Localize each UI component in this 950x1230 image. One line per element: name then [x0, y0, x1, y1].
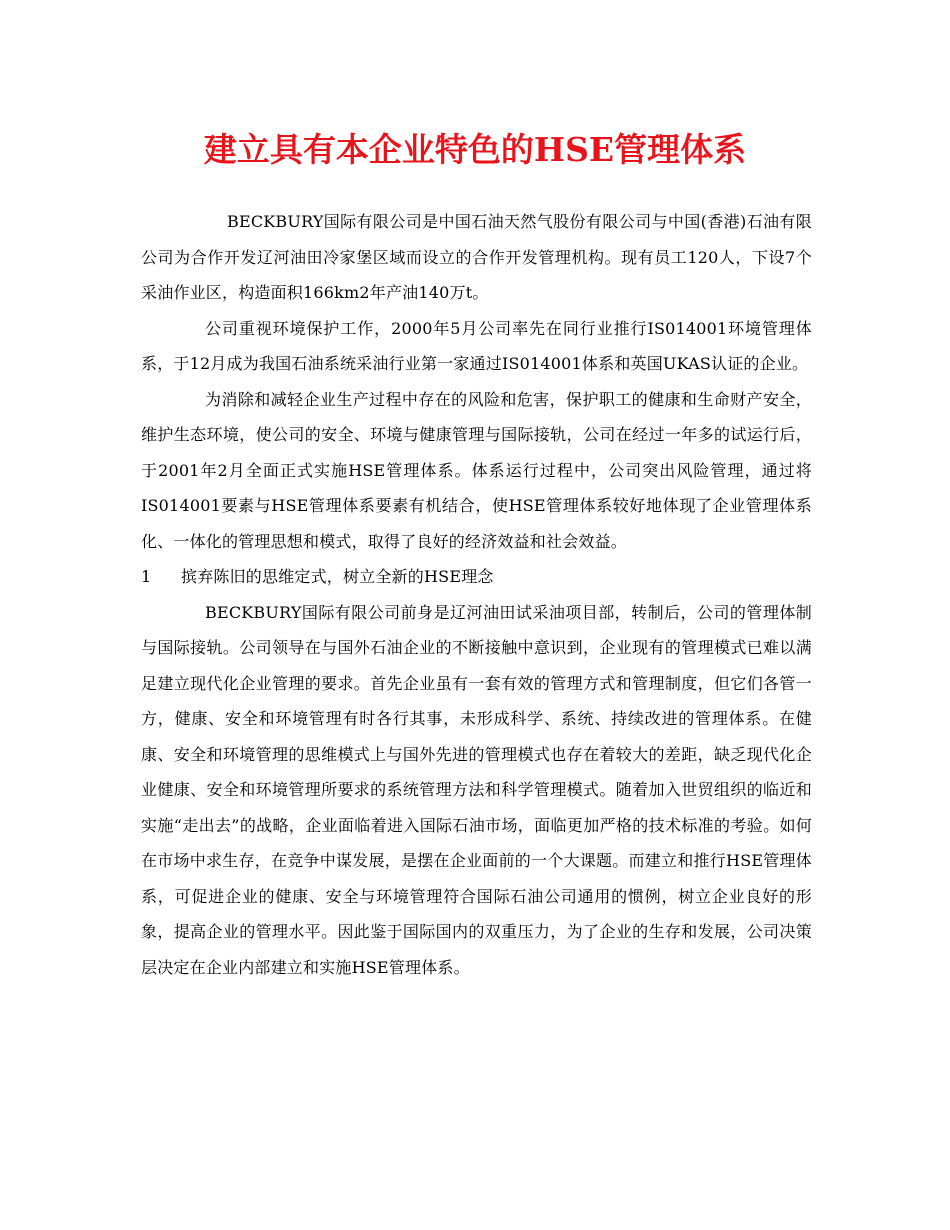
section-heading — [141, 559, 812, 595]
paragraph-hse-implementation: 为消除和减轻企业生产过程中存在的风险和危害，保护职工的健康和生命财产安全，维护生态环境，使公司的安全、环境与健康管理与国际接轨，公司在经过一年多的试运行后，于2001年2月全面正式实施HSE管理体系。体系运行过程中，公司突出风险管理，通过将IS014001要素与HSE管理体系要素有机结合，使HSE管理体系较好地体现了企业管理体系化、一体化的管理思想和模式，取得了良好的经济效益和社会效益。 — [141, 389, 812, 551]
paragraph-section-body: BECKBURY国际有限公司前身是辽河油田试采油项目部，转制后，公司的管理体制与国际接轨。公司领导在与国外石油企业的不断接触中意识到，企业现有的管理模式已难以满足建立现代化企业管理的要求。首先企业虽有一套有效的管理方式和管理制度，但它们各管一方，健康、安全和环境管理有时各行其事，未形成科学、系统、持续改进的管理体系。在健康、安全和环境管理的思维模式上与国外先进的管理模式也存在着较大的差距，缺乏现代化企业健康、安全和环境管理所要求的系统管理方法和科学管理模式。随着加入世贸组织的临近和实施“走出去”的战略，企业面临着进入国际石油市场，面临更加严格的技术标准的考验。如何在市场中求生存，在竞争中谋发展，是摆在企业面前的一个大课题。而建立和推行HSE管理体系，可促进企业的健康、安全与环境管理符合国际石油公司通用的惯例，树立企业良好的形象，提高企业的管理水平。因此鉴于国际国内的双重压力，为了企业的生存和发展，公司决策层决定在企业内部建立和实施HSE管理体系。 — [141, 602, 812, 977]
section-number: 1 — [141, 567, 152, 586]
document-title: 建立具有本企业特色的HSE管理体系 — [203, 130, 747, 169]
section-heading-text: 摈弃陈旧的思维定式，树立全新的HSE理念 — [181, 567, 494, 586]
document-body — [141, 204, 812, 985]
paragraph-intro: BECKBURY国际有限公司是中国石油天然气股份有限公司与中国(香港)石油有限公司为合作开发辽河油田冷家堡区域而设立的合作开发管理机构。现有员工120人，下设7个采油作业区，构造面积166km2年产油140万t。 — [141, 212, 812, 302]
paragraph-environment: 公司重视环境保护工作，2000年5月公司率先在同行业推行IS014001环境管理体系，于12月成为我国石油系统采油行业第一家通过IS014001体系和英国UKAS认证的企业。 — [141, 318, 812, 373]
